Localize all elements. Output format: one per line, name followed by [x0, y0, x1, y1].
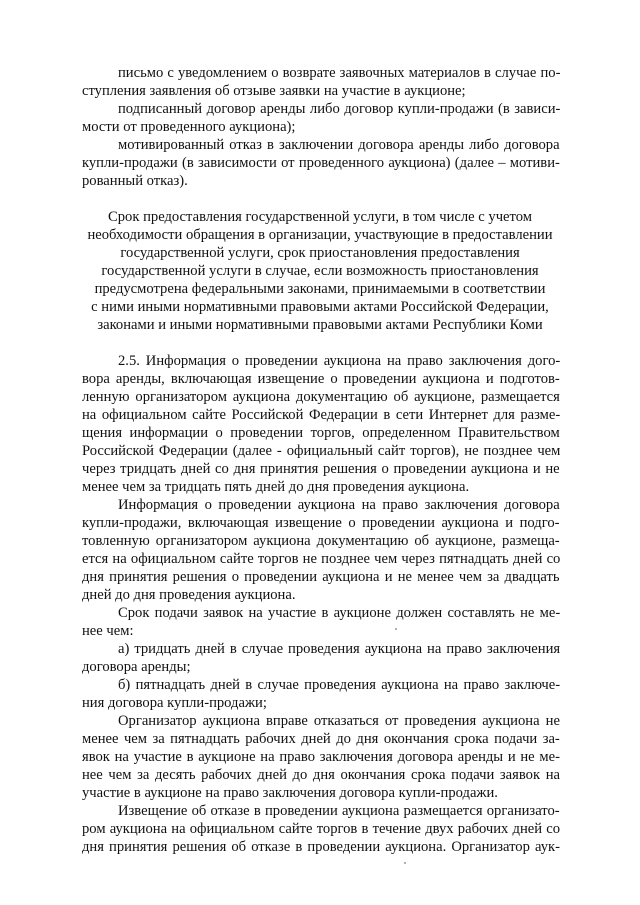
section-heading-line: необходимости обращения в организации, участвующие в предоставлении	[87, 227, 553, 243]
text-line: Срок подачи заявок на участие в аукционе должен составлять не ме-	[118, 605, 561, 621]
text-line: ется на официальном сайте торгов не позднее чем через пятнадцать дней со	[82, 551, 561, 567]
text-line: ступления заявления об отзыве заявки на участие в аукционе;	[82, 83, 466, 99]
text-line: менее чем за пятнадцать рабочих дней до дня окончания срока подачи за-	[82, 731, 560, 747]
text-line: дней до дня проведения аукциона.	[82, 587, 296, 603]
section-heading-line: с ними иными нормативными правовыми актами Российской Федерации,	[91, 299, 549, 315]
text-line: мотивированный отказ в заключении договора аренды либо договора	[118, 137, 560, 153]
text-line: Информация о проведении аукциона на право заключения договора	[118, 497, 560, 513]
text-line: Организатор аукциона вправе отказаться от проведения аукциона не	[118, 713, 560, 729]
text-line: щения информации о проведении торгов, определенном Правительством	[82, 425, 560, 441]
text-line: письмо с уведомлением о возврате заявочных материалов в случае по-	[118, 65, 561, 81]
scan-speck	[404, 862, 406, 864]
text-line: договора аренды;	[82, 659, 191, 675]
text-line: купли-продажи, включающая извещение о проведении аукциона и подго-	[82, 515, 560, 531]
text-line: дня принятия решения об отказе в проведении аукциона. Организатор аук-	[82, 839, 560, 855]
text-line: купли-продажи (в зависимости от проведенного аукциона) (далее – мотиви-	[82, 155, 560, 171]
text-line: 2.5. Информация о проведении аукциона на право заключения дого-	[118, 353, 561, 369]
list-item: б) пятнадцать дней в случае проведения аукциона на право заключе-	[118, 677, 561, 693]
text-line: мости от проведенного аукциона);	[82, 119, 296, 135]
section-heading-line: Срок предоставления государственной услуги, в том числе с учетом	[108, 209, 532, 225]
text-line: на официальном сайте Российской Федерации в сети Интернет для разме-	[82, 407, 561, 423]
section-heading-line: государственной услуги в случае, если возможность приостановления	[101, 263, 539, 279]
text-line: дня принятия решения о проведении аукциона и не менее чем за двадцать	[82, 569, 560, 585]
text-line: Российской Федерации (далее - официальный сайт торгов), не позднее чем	[82, 443, 561, 459]
text-line: менее чем за тридцать пять дней до дня проведения аукциона.	[82, 479, 470, 495]
text-line: товленную организатором аукциона документацию об аукционе, размеща-	[82, 533, 560, 549]
text-line: ром аукциона на официальном сайте торгов в течение двух рабочих дней со	[82, 821, 561, 837]
text-line: участие в аукционе на право заключения договора купли-продажи.	[82, 785, 498, 801]
section-heading-line: законами и иными нормативными правовыми актами Республики Коми	[97, 317, 543, 333]
list-item: а) тридцать дней в случае проведения аукциона на право заключения	[118, 641, 561, 657]
section-heading-line: государственной услуги, срок приостановления предоставления	[120, 245, 520, 261]
text-line: нее чем за десять рабочих дней до дня окончания срока подачи заявок на	[82, 767, 560, 783]
text-line: нее чем:	[82, 623, 134, 639]
text-line: Извещение об отказе в проведении аукциона размещается организато-	[118, 803, 560, 819]
text-line: ния договора купли-продажи;	[82, 695, 267, 711]
scan-speck	[395, 628, 397, 630]
text-line: рованный отказ).	[82, 173, 188, 189]
text-line: вора аренды, включающая извещение о проведении аукциона и подготов-	[82, 371, 560, 387]
text-line: подписанный договор аренды либо договор купли-продажи (в зависи-	[118, 101, 561, 117]
section-heading-line: предусмотрена федеральными законами, принимаемыми в соответствии	[94, 281, 546, 297]
text-line: через тридцать дней со дня принятия решения о проведении аукциона и не	[82, 461, 560, 477]
text-line: ленную организатором аукциона документацию об аукционе, размещается	[82, 389, 560, 405]
text-line: явок на участие в аукционе на право заключения договора аренды и не ме-	[82, 749, 560, 765]
